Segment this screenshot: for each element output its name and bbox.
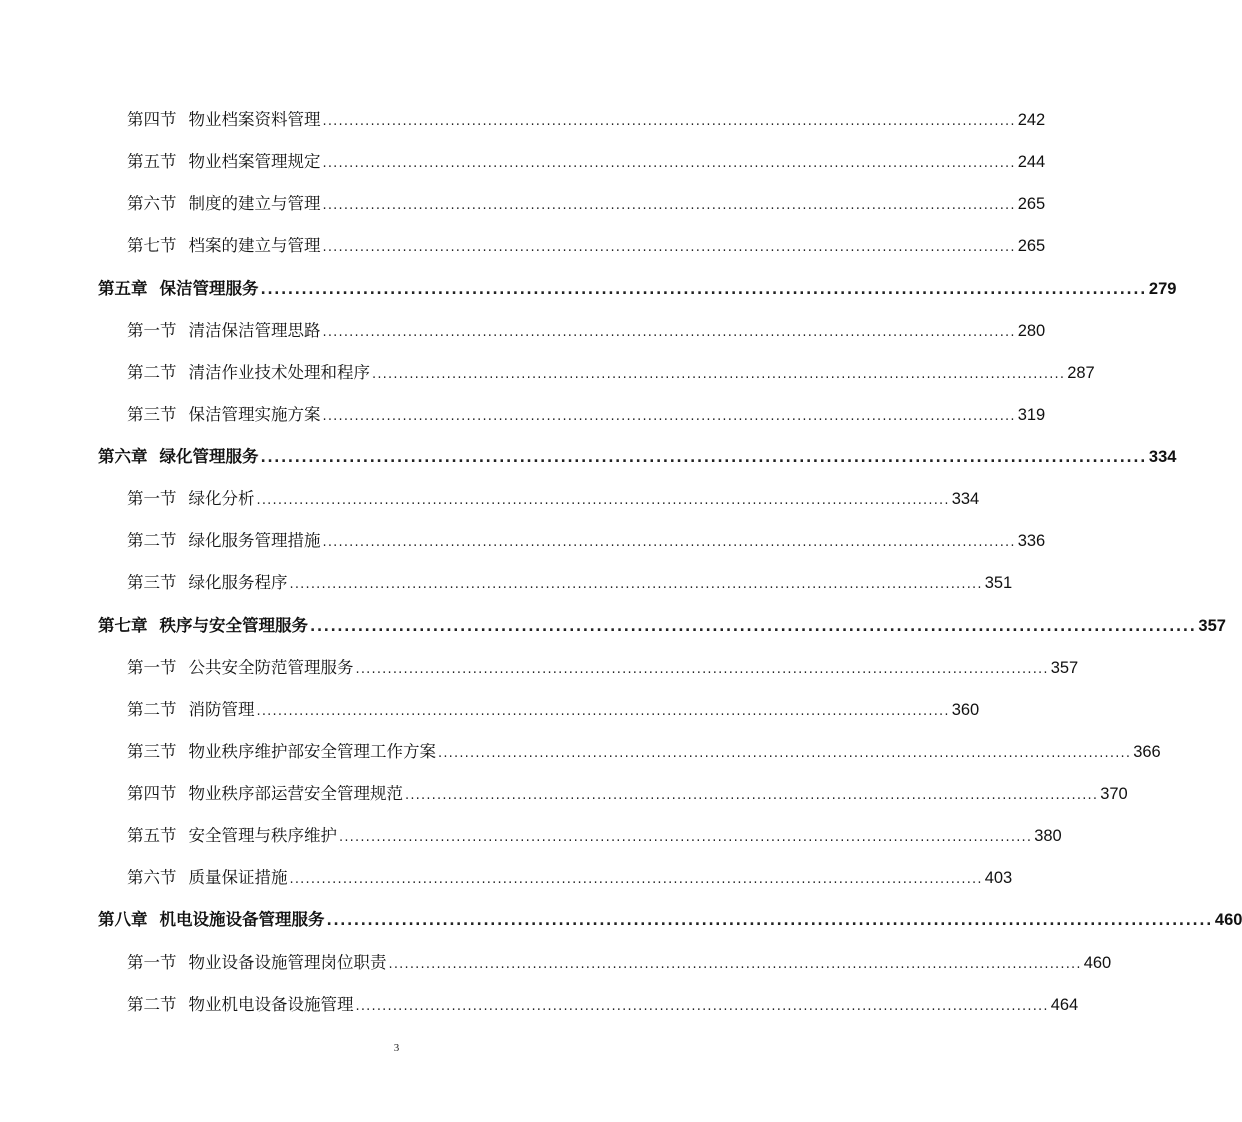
toc-entry-number: 第五节	[127, 826, 177, 845]
toc-entry-title: 制度的建立与管理	[188, 194, 321, 213]
toc-entry-number: 第八章	[98, 910, 148, 929]
toc-entry-label	[127, 487, 255, 511]
toc-entry[interactable]	[127, 150, 1046, 174]
toc-entry-title: 物业机电设备设施管理	[188, 995, 354, 1014]
toc-entry-number: 第七章	[98, 616, 148, 635]
toc-entry-number: 第一节	[127, 658, 177, 677]
toc-entry-page: 360	[951, 701, 980, 719]
toc-entry-label	[127, 740, 436, 764]
toc-entry-number: 第三节	[127, 405, 177, 424]
toc-entry-label	[98, 908, 325, 932]
toc-entry-title: 保洁管理服务	[159, 279, 259, 298]
toc-entry[interactable]	[127, 361, 1095, 385]
toc-entry-label	[98, 445, 259, 469]
toc-entry[interactable]	[127, 108, 1046, 132]
dot-leader: ..................................................................................................................................	[326, 913, 1213, 929]
toc-entry-page: 336	[1017, 532, 1046, 550]
toc-entry-number: 第四节	[127, 110, 177, 129]
toc-entry-title: 安全管理与秩序维护	[188, 826, 337, 845]
toc-entry-title: 保洁管理实施方案	[188, 405, 321, 424]
dot-leader: ..................................................................................................................................	[322, 156, 1016, 171]
dot-leader: ..................................................................................................................................	[260, 282, 1147, 298]
toc-entry-label	[127, 319, 321, 343]
toc-entry-label	[127, 993, 354, 1017]
dot-leader: ..................................................................................................................................	[256, 704, 950, 719]
toc-entry-page: 403	[984, 869, 1013, 887]
toc-entry-number: 第二节	[127, 995, 177, 1014]
toc-entry-page: 366	[1133, 743, 1161, 761]
dot-leader: ..................................................................................................................................	[405, 788, 1099, 803]
toc-entry-label	[127, 192, 321, 216]
toc-entry-title: 绿化管理服务	[159, 447, 259, 466]
toc-entry-title: 公共安全防范管理服务	[188, 658, 354, 677]
dot-leader: ..................................................................................................................................	[355, 999, 1049, 1014]
toc-entry-number: 第二节	[127, 531, 177, 550]
toc-entry-title: 物业档案资料管理	[188, 110, 321, 129]
dot-leader: ..................................................................................................................................	[322, 198, 1016, 213]
toc-entry-page: 244	[1017, 153, 1046, 171]
toc-entry-page: 279	[1148, 280, 1177, 298]
toc-entry[interactable]	[127, 824, 1062, 848]
toc-entry-label	[127, 782, 403, 806]
toc-entry-label	[127, 571, 288, 595]
toc-entry-number: 第六节	[127, 194, 177, 213]
toc-entry-page: 357	[1050, 659, 1079, 677]
toc-chapter-entry[interactable]	[98, 614, 1226, 638]
dot-leader: ..................................................................................................................................	[260, 450, 1147, 466]
dot-leader: ..................................................................................................................................	[322, 114, 1016, 129]
toc-entry-page: 334	[951, 490, 980, 508]
toc-entry-label	[98, 614, 308, 638]
toc-entry-page: 351	[984, 574, 1013, 592]
toc-entry[interactable]	[127, 319, 1046, 343]
toc-entry-label	[127, 108, 321, 132]
toc-entry-page: 242	[1017, 111, 1046, 129]
toc-entry-title: 消防管理	[188, 700, 255, 719]
dot-leader: ..................................................................................................................................	[372, 367, 1066, 382]
toc-entry-page: 334	[1148, 448, 1177, 466]
toc-entry-number: 第三节	[127, 742, 177, 761]
toc-entry-number: 第一节	[127, 953, 177, 972]
toc-entry-number: 第三节	[127, 573, 177, 592]
dot-leader: ..................................................................................................................................	[256, 493, 950, 508]
toc-entry-title: 清洁保洁管理思路	[188, 321, 321, 340]
toc-entry-page: 265	[1017, 195, 1046, 213]
toc-entry-title: 清洁作业技术处理和程序	[188, 363, 370, 382]
toc-entry-number: 第五章	[98, 279, 148, 298]
toc-entry-title: 绿化分析	[188, 489, 255, 508]
dot-leader: ..................................................................................................................................	[322, 325, 1016, 340]
toc-entry-page: 460	[1214, 911, 1242, 929]
toc-entry[interactable]	[127, 487, 980, 511]
toc-entry-title: 档案的建立与管理	[188, 236, 321, 255]
toc-entry-title: 秩序与安全管理服务	[159, 616, 308, 635]
toc-entry-label	[127, 234, 321, 258]
dot-leader: ..................................................................................................................................	[339, 830, 1033, 845]
toc-entry[interactable]	[127, 234, 1046, 258]
toc-entry-label	[127, 529, 321, 553]
dot-leader: ..................................................................................................................................	[289, 872, 983, 887]
toc-entry[interactable]	[127, 782, 1128, 806]
toc-entry-label	[127, 150, 321, 174]
toc-entry-number: 第二节	[127, 700, 177, 719]
toc-entry-page: 460	[1083, 954, 1112, 972]
toc-entry-label	[127, 951, 387, 975]
toc-entry-number: 第六章	[98, 447, 148, 466]
toc-entry-title: 绿化服务程序	[188, 573, 288, 592]
toc-entry-label	[127, 361, 370, 385]
toc-entry-label	[127, 866, 288, 890]
toc-entry-number: 第四节	[127, 784, 177, 803]
toc-entry-title: 绿化服务管理措施	[188, 531, 321, 550]
toc-chapter-entry[interactable]	[98, 445, 1177, 469]
dot-leader: ..................................................................................................................................	[355, 662, 1049, 677]
toc-entry-label	[98, 277, 259, 301]
toc-entry-page: 319	[1017, 406, 1046, 424]
toc-entry-title: 机电设施设备管理服务	[159, 910, 325, 929]
toc-chapter-entry[interactable]	[98, 277, 1177, 301]
toc-entry-number: 第七节	[127, 236, 177, 255]
toc-entry-label	[127, 698, 255, 722]
toc-entry[interactable]	[127, 403, 1046, 427]
toc-entry-page: 280	[1017, 322, 1046, 340]
dot-leader: ..................................................................................................................................	[322, 535, 1016, 550]
toc-entry-title: 物业秩序部运营安全管理规范	[188, 784, 403, 803]
toc-entry-number: 第二节	[127, 363, 177, 382]
toc-entry-number: 第一节	[127, 321, 177, 340]
toc-entry-title: 物业设备设施管理岗位职责	[188, 953, 387, 972]
toc-entry-label	[127, 824, 337, 848]
toc-entry-number: 第六节	[127, 868, 177, 887]
toc-chapter-entry[interactable]	[98, 908, 1242, 932]
dot-leader: ..................................................................................................................................	[289, 577, 983, 592]
toc-entry[interactable]	[127, 192, 1046, 216]
toc-entry-page: 265	[1017, 237, 1046, 255]
toc-entry[interactable]	[127, 866, 1013, 890]
toc-entry[interactable]	[127, 951, 1112, 975]
toc-entry-title: 质量保证措施	[188, 868, 288, 887]
toc-entry[interactable]	[127, 529, 1046, 553]
toc-entry-label	[127, 656, 354, 680]
dot-leader: ..................................................................................................................................	[388, 957, 1082, 972]
toc-entry[interactable]	[127, 740, 1161, 764]
toc-entry-title: 物业秩序维护部安全管理工作方案	[188, 742, 436, 761]
toc-entry-page: 464	[1050, 996, 1079, 1014]
toc-entry-number: 第一节	[127, 489, 177, 508]
toc-entry[interactable]	[127, 698, 980, 722]
toc-entry-number: 第五节	[127, 152, 177, 171]
toc-entry-title: 物业档案管理规定	[188, 152, 321, 171]
toc-entry-page: 357	[1198, 617, 1226, 635]
toc-entry-label	[127, 403, 321, 427]
page-number: 3	[393, 1042, 400, 1054]
toc-entry-page: 287	[1067, 364, 1095, 382]
toc-entry[interactable]	[127, 993, 1079, 1017]
dot-leader: ..................................................................................................................................	[322, 240, 1016, 255]
toc-entry[interactable]	[127, 571, 1013, 595]
dot-leader: ..................................................................................................................................	[310, 619, 1197, 635]
dot-leader: ..................................................................................................................................	[322, 409, 1016, 424]
toc-entry[interactable]	[127, 656, 1079, 680]
toc-entry-page: 380	[1034, 827, 1062, 845]
dot-leader: ..................................................................................................................................	[438, 746, 1132, 761]
toc-entry-page: 370	[1100, 785, 1128, 803]
